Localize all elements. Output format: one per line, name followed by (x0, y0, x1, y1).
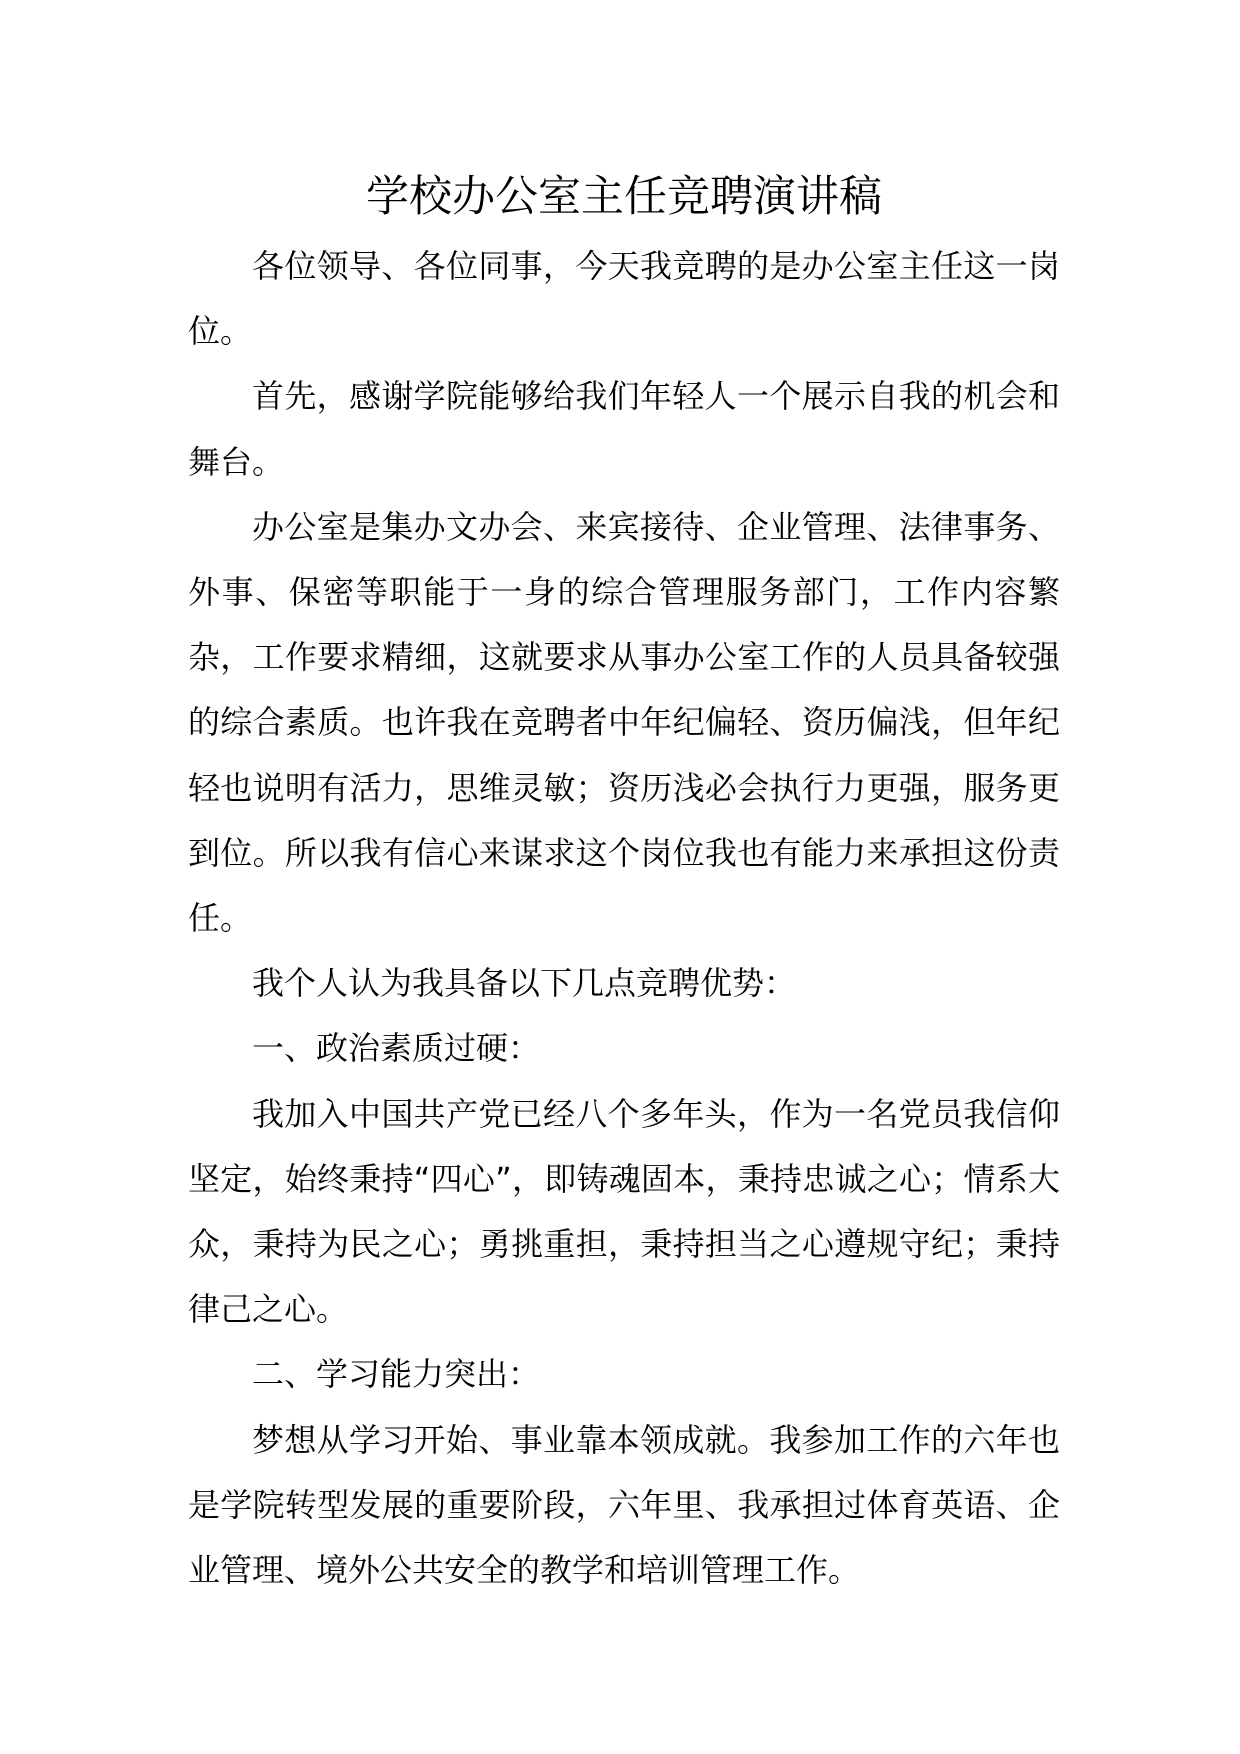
paragraph-learning: 梦想从学习开始、事业靠本领成就。我参加工作的六年也是学院转型发展的重要阶段，六年里、我承担过体育英语、企业管理、境外公共安全的教学和培训管理工作。 (188, 1420, 1060, 1590)
paragraph-office-description: 办公室是集办文办会、来宾接待、企业管理、法律事务、外事、保密等职能于一身的综合管理服务部门，工作内容繁杂，工作要求精细，这就要求从事办公室工作的人员具备较强的综合素质。也许我在竞聘者中年纪偏轻、资历偏浅，但年纪轻也说明有活力，思维灵敏；资历浅必会执行力更强，服务更到位。所以我有信心来谋求这个岗位我也有能力来承担这份责任。 (188, 507, 1060, 938)
paragraph-greeting: 各位领导、各位同事，今天我竞聘的是办公室主任这一岗位。 (188, 247, 1060, 351)
document-page (188, 160, 1060, 1603)
section-heading-learning: 二、学习能力突出： (252, 1355, 541, 1394)
paragraph-advantages-intro: 我个人认为我具备以下几点竞聘优势： (252, 964, 797, 1003)
paragraph-political: 我加入中国共产党已经八个多年头，作为一名党员我信仰坚定，始终秉持“四心”，即铸魂固本，秉持忠诚之心；情系大众，秉持为民之心；勇挑重担，秉持担当之心遵规守纪；秉持律己之心。 (188, 1094, 1060, 1329)
paragraph-thanks: 首先，感谢学院能够给我们年轻人一个展示自我的机会和舞台。 (188, 377, 1060, 481)
section-heading-political: 一、政治素质过硬： (252, 1029, 541, 1068)
document-title: 学校办公室主任竞聘演讲稿 (366, 172, 882, 222)
